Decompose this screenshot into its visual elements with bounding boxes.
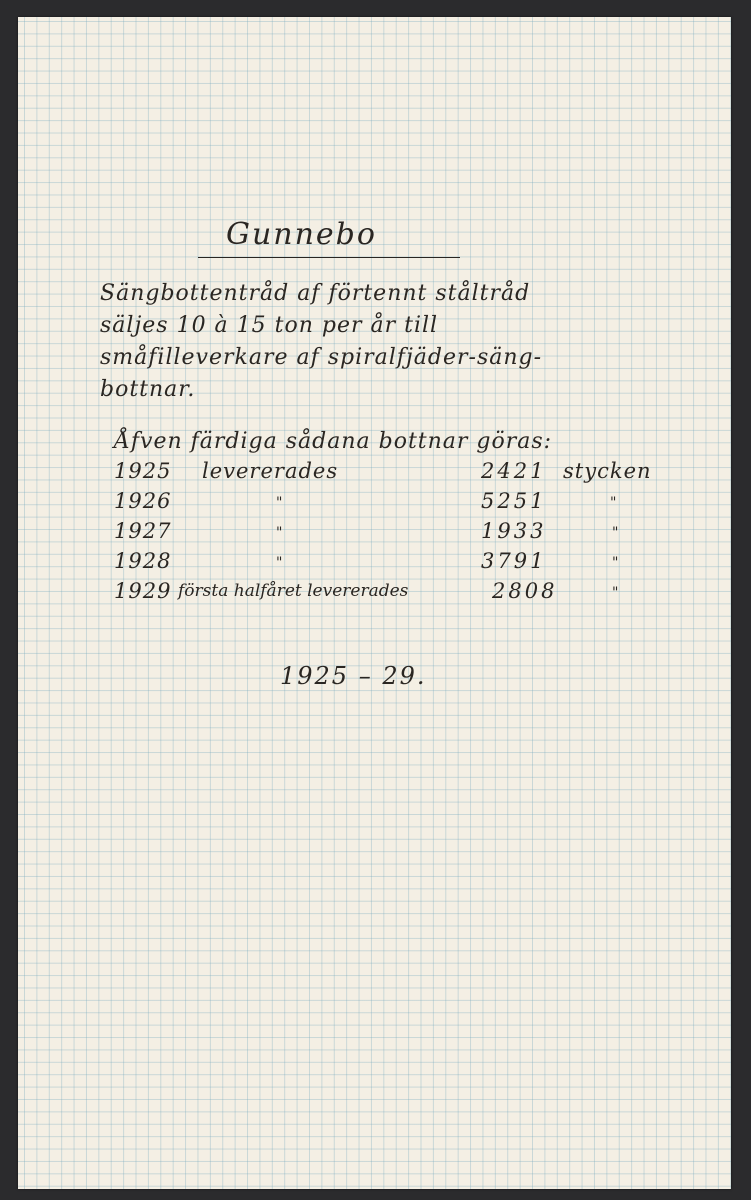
paragraph-line-2: säljes 10 à 15 ton per år till (100, 313, 439, 338)
row-year: 1928 (114, 549, 172, 573)
paragraph-line-4: bottnar. (100, 377, 196, 402)
row-desc: " (276, 525, 284, 541)
paragraph-line-3: småfilleverkare af spiralfjäder-säng- (100, 345, 543, 370)
row-year: 1929 (114, 579, 172, 603)
row-count: 1933 (481, 519, 547, 543)
row-desc: " (276, 555, 284, 571)
row-unit: stycken (563, 459, 652, 483)
row-year: 1927 (114, 519, 172, 543)
row-desc: " (276, 495, 284, 511)
row-unit: " (612, 585, 620, 601)
row-count: 5251 (481, 489, 547, 513)
row-count: 3791 (481, 549, 547, 573)
row-count: 2808 (492, 579, 558, 603)
document-title: Gunnebo (226, 217, 377, 252)
row-desc: levererades (202, 459, 339, 483)
row-year: 1925 (114, 459, 172, 483)
table-intro: Åfven färdiga sådana bottnar göras: (114, 429, 553, 454)
row-unit: " (612, 525, 620, 541)
row-count: 2421 (481, 459, 547, 483)
document-sheet (18, 17, 731, 1189)
row-year: 1926 (114, 489, 172, 513)
date-range: 1925 – 29. (280, 662, 427, 690)
row-desc: första halfåret levererades (178, 581, 409, 601)
paragraph-line-1: Sängbottentråd af förtennt ståltråd (100, 281, 531, 306)
title-underline (198, 257, 460, 258)
row-unit: " (610, 495, 618, 511)
row-unit: " (612, 555, 620, 571)
